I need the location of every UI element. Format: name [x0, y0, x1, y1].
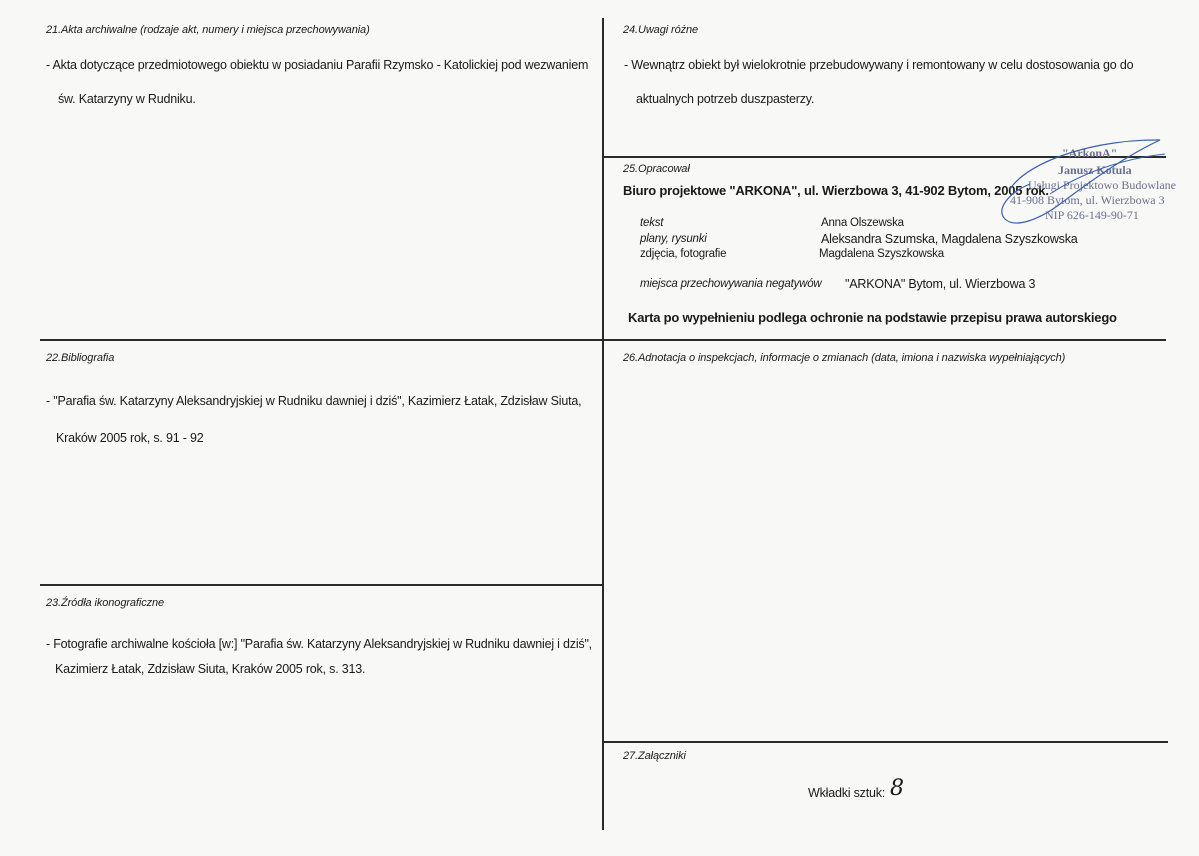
stamp-line-1: "ArkonA" — [1062, 146, 1118, 160]
section-21-heading: 21.Akta archiwalne (rodzaje akt, numery i miejsca przechowywania) — [46, 24, 370, 36]
section-23-heading: 23.Źródła ikonograficzne — [46, 597, 165, 609]
credit-role-plans: plany, rysunki — [640, 233, 707, 245]
credit-person-plans: Aleksandra Szumska, Magdalena Szyszkowska — [821, 232, 1078, 246]
section-21-line-1: - Akta dotyczące przedmiotowego obiektu w posiadaniu Parafii Rzymsko - Katolickiej pod wezwaniem — [46, 58, 589, 72]
copyright-notice: Karta po wypełnieniu podlega ochronie na podstawie przepisu prawa autorskiego — [628, 310, 1117, 325]
section-23-line-1: - Fotografie archiwalne kościoła [w:] "Parafia św. Katarzyny Aleksandryjskiej w Rudniku dawniej i dziś", — [46, 637, 592, 651]
negatives-value: "ARKONA" Bytom, ul. Wierzbowa 3 — [845, 277, 1036, 291]
stamp-line-3: Usługi Projektowo Budowlane — [1028, 178, 1176, 192]
section-26-heading: 26.Adnotacja o inspekcjach, informacje o zmianach (data, imiona i nazwiska wypełniających) — [623, 352, 1066, 364]
section-21-line-2: św. Katarzyny w Rudniku. — [58, 92, 196, 106]
bureau-address: Biuro projektowe "ARKONA", ul. Wierzbowa 3, 41-902 Bytom, 2005 rok. — [623, 183, 1049, 198]
center-divider — [602, 18, 604, 830]
stamp-line-2: Janusz Kotula — [1058, 163, 1132, 177]
credit-role-photos: zdjęcia, fotografie — [640, 248, 727, 260]
section-25-heading: 25.Opracował — [623, 163, 690, 175]
rule-row2-top — [40, 339, 1166, 341]
credit-role-text: tekst — [640, 217, 664, 229]
section-22-heading: 22.Bibliografia — [46, 352, 115, 364]
section-22-line-2: Kraków 2005 rok, s. 91 - 92 — [56, 431, 204, 445]
section-24-line-1: - Wewnątrz obiekt był wielokrotnie przebudowywany i remontowany w celu dostosowania go do — [624, 58, 1134, 72]
section-22-line-1: - "Parafia św. Katarzyny Aleksandryjskiej w Rudniku dawniej i dziś", Kazimierz Łatak, Zdzisław Siuta, — [46, 394, 582, 408]
inserts-label: Wkładki sztuk: — [808, 786, 886, 800]
negatives-label: miejsca przechowywania negatywów — [640, 278, 822, 290]
stamp-line-4: 41-908 Bytom, ul. Wierzbowa 3 — [1010, 193, 1165, 207]
section-24-line-2: aktualnych potrzeb duszpasterzy. — [636, 92, 815, 106]
credit-person-text: Anna Olszewska — [821, 217, 904, 229]
section-24-heading: 24.Uwagi różne — [623, 24, 699, 36]
section-23-line-2: Kazimierz Łatak, Zdzisław Siuta, Kraków 2005 rok, s. 313. — [55, 662, 366, 676]
credit-person-photos: Magdalena Szyszkowska — [819, 248, 944, 260]
section-27-heading: 27.Załączniki — [623, 750, 686, 762]
inserts-count: 8 — [890, 776, 904, 801]
rule-23-top — [40, 584, 604, 586]
rule-27-top — [604, 741, 1168, 743]
stamp-line-5: NIP 626-149-90-71 — [1045, 208, 1139, 222]
signature — [990, 134, 1175, 234]
